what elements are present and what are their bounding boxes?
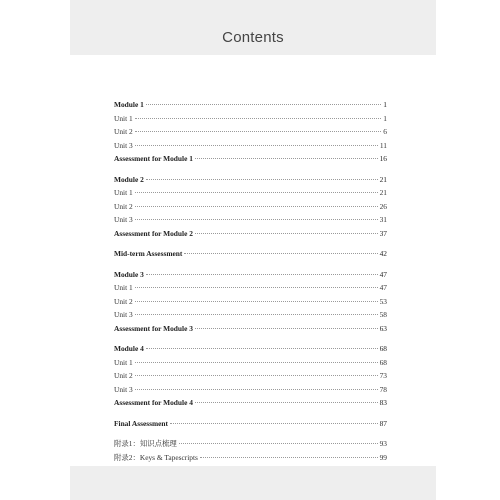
toc-entry-label: Final Assessment: [114, 418, 168, 428]
toc-entry-page-number: 21: [379, 188, 387, 197]
toc-entry: [114, 308, 387, 322]
toc-entry-label: Unit 2: [114, 371, 133, 380]
toc-entry-label: Assessment for Module 2: [114, 228, 193, 238]
dot-leader: [135, 287, 378, 288]
toc-entry-label: Assessment for Module 4: [114, 398, 193, 407]
toc-entry-page-number: 63: [379, 323, 387, 333]
toc-entry-page-number: 26: [379, 201, 387, 211]
dot-leader: [200, 457, 378, 458]
dot-leader: [135, 219, 378, 220]
toc-entry-label: Module 1: [114, 100, 144, 109]
dot-leader: [184, 253, 377, 254]
toc-entry: [114, 227, 387, 241]
toc-entry-label: Unit 3: [114, 215, 133, 224]
toc-entry-page-number: 16: [379, 154, 387, 163]
dot-leader: [135, 118, 382, 119]
toc-entry-page-number: 99: [379, 452, 387, 462]
toc-entry-page-number: 21: [379, 174, 387, 184]
dot-leader: [135, 131, 382, 132]
dot-leader: [179, 443, 378, 444]
dot-leader: [195, 402, 378, 403]
dot-leader: [146, 104, 382, 105]
toc-entry: [114, 112, 387, 126]
toc-entry: [114, 200, 387, 214]
dot-leader: [135, 314, 378, 315]
toc-entry-page-number: 73: [379, 371, 387, 380]
dot-leader: [195, 233, 378, 234]
toc-entry-label: Mid-term Assessment: [114, 249, 183, 258]
toc-entry-page-number: 11: [379, 140, 387, 150]
dot-leader: [170, 423, 378, 424]
page-footer-band: [70, 466, 436, 500]
toc-entry: [114, 281, 387, 295]
dot-leader: [146, 348, 378, 349]
toc-entry: [114, 437, 387, 451]
toc-entry: [114, 152, 387, 166]
toc-entry-label: Unit 3: [114, 384, 133, 394]
dot-leader: [195, 328, 378, 329]
toc-entry-page-number: 47: [379, 283, 387, 292]
toc-entry: [114, 417, 387, 431]
toc-entry-label: Assessment for Module 1: [114, 154, 193, 163]
toc-entry-label: Unit 2: [114, 296, 133, 306]
toc-entry-page-number: 37: [379, 228, 387, 238]
toc-entry-label: Module 4: [114, 344, 144, 353]
toc-entry: [114, 213, 387, 227]
toc-entry-label: Unit 2: [114, 201, 133, 211]
dot-leader: [146, 274, 378, 275]
toc-entry-page-number: 53: [379, 296, 387, 306]
toc-entry-label: Unit 1: [114, 283, 133, 292]
toc-entry: [114, 186, 387, 200]
toc-entry: [114, 98, 387, 112]
toc-entry: [114, 383, 387, 397]
toc-entry-label: Unit 1: [114, 188, 133, 197]
toc-entry-page-number: 68: [379, 357, 387, 367]
dot-leader: [146, 179, 378, 180]
dot-leader: [195, 158, 378, 159]
toc-entry-page-number: 42: [379, 249, 387, 258]
toc-entry-page-number: 78: [379, 384, 387, 394]
toc-entry-page-number: 83: [379, 398, 387, 407]
toc-entry: [114, 173, 387, 187]
toc-entry-label: Module 2: [114, 174, 144, 184]
toc-entry: [114, 247, 387, 261]
toc-entry: [114, 295, 387, 309]
toc-entry-page-number: 93: [379, 439, 387, 448]
toc-entry-label: Assessment for Module 3: [114, 323, 193, 333]
dot-leader: [135, 145, 378, 146]
toc-entry-page-number: 58: [379, 310, 387, 319]
toc-entry-page-number: 47: [379, 269, 387, 279]
toc-entry: [114, 125, 387, 139]
dot-leader: [135, 301, 378, 302]
toc-entry-page-number: 1: [383, 100, 387, 109]
toc-entry: [114, 139, 387, 153]
toc-entry-label: 附录2：Keys & Tapescripts: [114, 452, 198, 462]
toc-entry-page-number: 68: [379, 344, 387, 353]
page-header-band: [70, 0, 436, 55]
dot-leader: [135, 192, 378, 193]
toc-entry: [114, 396, 387, 410]
dot-leader: [135, 375, 378, 376]
page-title: Contents: [222, 29, 284, 46]
toc-entry: [114, 356, 387, 370]
toc-entry-label: Unit 3: [114, 310, 133, 319]
toc-entry: [114, 268, 387, 282]
toc-entry-label: Unit 3: [114, 140, 133, 150]
dot-leader: [135, 362, 378, 363]
toc-entry-label: Unit 2: [114, 127, 133, 136]
dot-leader: [135, 206, 378, 207]
toc-entry-label: Unit 1: [114, 113, 133, 123]
table-of-contents: [114, 98, 387, 464]
toc-entry: [114, 451, 387, 465]
toc-entry-page-number: 31: [379, 215, 387, 224]
toc-entry: [114, 342, 387, 356]
toc-entry-label: Module 3: [114, 269, 144, 279]
toc-entry-page-number: 1: [383, 113, 387, 123]
toc-entry-label: Unit 1: [114, 357, 133, 367]
toc-entry-page-number: 6: [383, 127, 387, 136]
toc-entry: [114, 369, 387, 383]
document-page: [70, 0, 436, 500]
dot-leader: [135, 389, 378, 390]
toc-entry-label: 附录1：知识点梳理: [114, 439, 177, 448]
toc-entry: [114, 322, 387, 336]
toc-entry-page-number: 87: [379, 418, 387, 428]
